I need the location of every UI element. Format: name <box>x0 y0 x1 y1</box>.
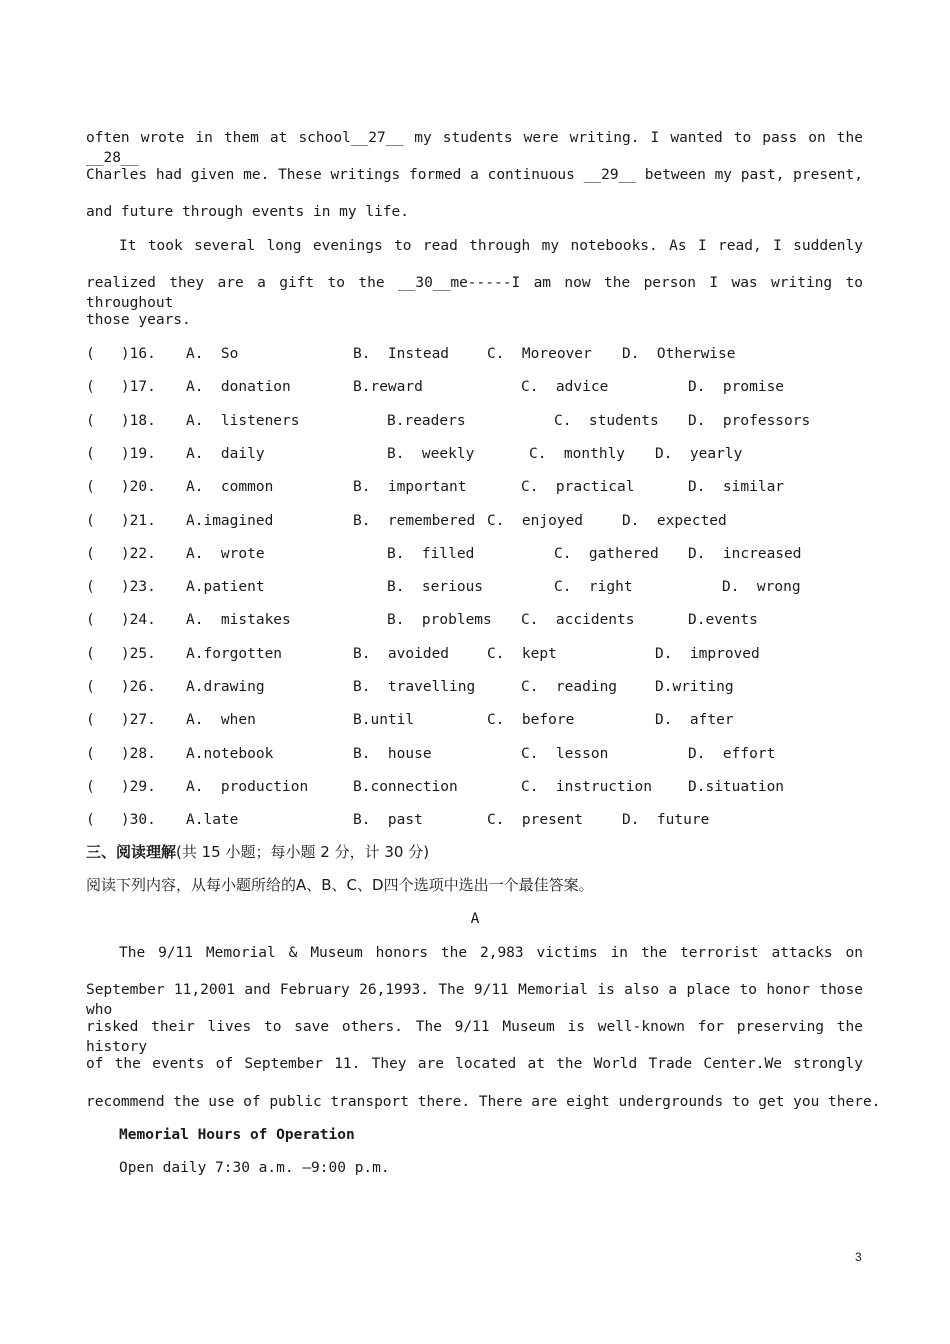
option-c: C. accidents <box>521 612 635 629</box>
question-number: ( )28. <box>86 745 156 762</box>
option-a: A. wrote <box>186 545 265 562</box>
option-c: C. students <box>554 412 659 429</box>
option-b: B. important <box>353 479 467 496</box>
page-number: 3 <box>855 1250 862 1264</box>
option-a: A.late <box>186 812 239 829</box>
option-c: C. monthly <box>529 445 626 462</box>
option-d: D. wrong <box>722 579 801 596</box>
part-label: A <box>470 911 480 927</box>
question-number: ( )17. <box>86 379 156 396</box>
passage-line-2: Charles had given me. These writings formed a continuous __29__ between my past, present, <box>86 167 863 183</box>
option-b: B. house <box>353 745 432 762</box>
option-d: D. increased <box>688 545 802 562</box>
option-a: A.forgotten <box>186 645 283 662</box>
option-b: B. Instead <box>353 346 450 362</box>
option-a: A.drawing <box>186 679 265 695</box>
option-b: B. remembered <box>353 512 476 529</box>
option-c: C. advice <box>521 379 609 396</box>
option-a: A. mistakes <box>186 612 291 629</box>
passage-a-line-2: September 11,2001 and February 26,1993. The 9/11 Memorial is also a place to honor those who <box>86 982 863 1018</box>
option-a: A. common <box>186 479 274 496</box>
passage-line-1: often wrote in them at school__27__ my students were writing. I wanted to pass on the __28__ <box>86 130 863 166</box>
option-a: A.imagined <box>186 512 274 529</box>
option-c: C. gathered <box>554 545 659 562</box>
option-b: B. avoided <box>353 645 450 662</box>
hours-text: Open daily 7:30 a.m. —9:00 p.m. <box>119 1160 390 1176</box>
option-d: D. similar <box>688 479 785 496</box>
option-d: D. yearly <box>655 445 743 462</box>
question-number: ( )22. <box>86 545 156 562</box>
option-c: C. right <box>554 579 633 596</box>
section-instruction: 阅读下列内容，从每小题所给的A、B、C、D四个选项中选出一个最佳答案。 <box>86 876 594 894</box>
option-c: C. instruction <box>521 778 652 795</box>
passage-line-4: It took several long evenings to read through my notebooks. As I read, I suddenly <box>119 238 863 254</box>
option-b: B.connection <box>353 778 458 795</box>
option-b: B. weekly <box>387 445 475 462</box>
section-title <box>86 842 429 862</box>
option-b: B. past <box>353 812 423 829</box>
hours-heading: Memorial Hours of Operation <box>119 1127 355 1143</box>
option-d: D. promise <box>688 379 785 396</box>
question-number: ( )20. <box>86 479 156 496</box>
question-number: ( )25. <box>86 645 156 662</box>
question-number: ( )29. <box>86 778 156 795</box>
section-title-rest: (共 15 小题；每小题 2 分，计 30 分) <box>176 843 430 861</box>
option-c: C. reading <box>521 679 618 695</box>
option-d: D.writing <box>655 679 734 695</box>
option-b: B. serious <box>387 579 484 596</box>
question-number: ( )23. <box>86 579 156 596</box>
passage-a-line-4: of the events of September 11. They are located at the World Trade Center.We strongly <box>86 1056 863 1072</box>
option-d: D. professors <box>688 412 811 429</box>
option-d: D. improved <box>655 645 760 662</box>
option-a: A. listeners <box>186 412 300 429</box>
option-d: D.events <box>688 612 758 629</box>
option-d: D. Otherwise <box>622 346 736 362</box>
option-a: A. daily <box>186 445 265 462</box>
option-a: A. when <box>186 712 256 729</box>
section-title-bold: 三、阅读理解 <box>86 843 177 861</box>
question-number: ( )18. <box>86 412 156 429</box>
question-number: ( )27. <box>86 712 156 729</box>
question-number: ( )26. <box>86 679 156 695</box>
option-a: A.patient <box>186 579 265 596</box>
option-b: B. problems <box>387 612 492 629</box>
passage-line-5: realized they are a gift to the __30__me-----I am now the person I was writing to throughout <box>86 275 863 311</box>
option-c: C. present <box>487 812 584 829</box>
option-b: B.readers <box>387 412 466 429</box>
question-number: ( )24. <box>86 612 156 629</box>
passage-line-6: those years. <box>86 312 191 328</box>
option-c: C. before <box>487 712 575 729</box>
option-c: C. practical <box>521 479 635 496</box>
option-c: C. lesson <box>521 745 609 762</box>
option-a: A. So <box>186 346 239 362</box>
question-number: ( )19. <box>86 445 156 462</box>
option-d: D. after <box>655 712 734 729</box>
passage-a-line-1: The 9/11 Memorial & Museum honors the 2,983 victims in the terrorist attacks on <box>119 945 863 961</box>
option-a: A. production <box>186 778 309 795</box>
question-number: ( )30. <box>86 812 156 829</box>
question-number: ( )21. <box>86 512 156 529</box>
option-d: D. effort <box>688 745 776 762</box>
passage-a-line-3: risked their lives to save others. The 9/11 Museum is well-known for preserving the history <box>86 1019 863 1055</box>
option-d: D.situation <box>688 778 785 795</box>
option-a: A. donation <box>186 379 291 396</box>
option-b: B. filled <box>387 545 475 562</box>
option-c: C. Moreover <box>487 346 592 362</box>
option-b: B.until <box>353 712 415 729</box>
option-d: D. expected <box>622 512 727 529</box>
option-c: C. enjoyed <box>487 512 584 529</box>
passage-line-3: and future through events in my life. <box>86 204 410 220</box>
option-b: B. travelling <box>353 679 476 695</box>
option-c: C. kept <box>487 645 557 662</box>
passage-a-line-5: recommend the use of public transport there. There are eight undergrounds to get you there. <box>86 1094 881 1110</box>
option-a: A.notebook <box>186 745 274 762</box>
option-b: B.reward <box>353 379 423 396</box>
question-number: ( )16. <box>86 346 156 362</box>
option-d: D. future <box>622 812 710 829</box>
